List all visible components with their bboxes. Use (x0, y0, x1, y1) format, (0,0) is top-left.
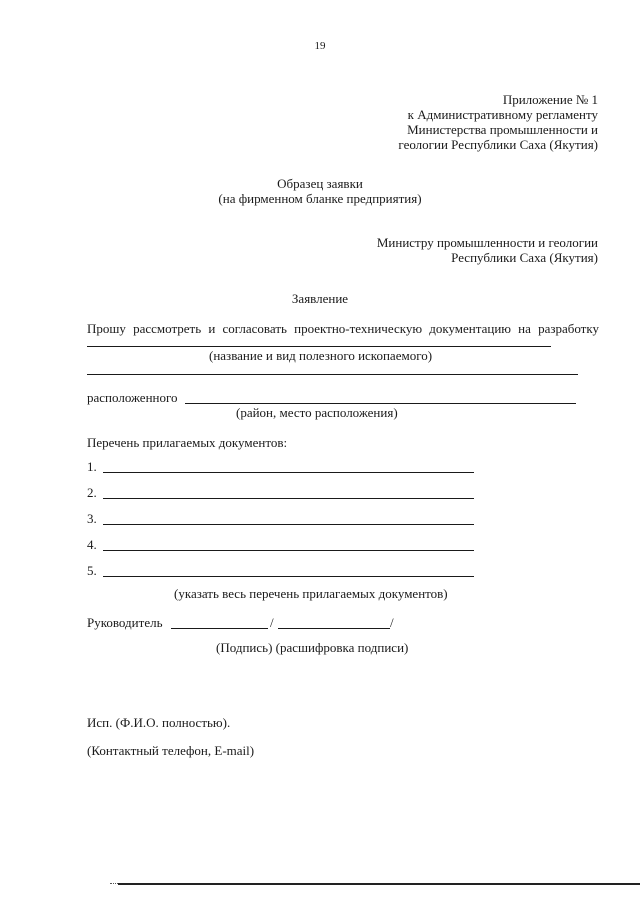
list-item-number: 3. (87, 511, 97, 526)
signature-hint: (Подпись) (расшифровка подписи) (216, 640, 409, 655)
mineral-blank-line (87, 346, 551, 347)
located-label: расположенного (87, 390, 178, 405)
bottom-rule (118, 883, 640, 885)
signature-slash-2: / (390, 615, 394, 630)
location-blank-line (185, 403, 576, 404)
list-item-blank (103, 524, 474, 525)
appendix-line-2: к Административному регламенту (407, 107, 598, 122)
list-item-number: 5. (87, 563, 97, 578)
list-item-blank (103, 576, 474, 577)
list-item-number: 1. (87, 459, 97, 474)
addressee-line-2: Республики Саха (Якутия) (451, 250, 598, 265)
mineral-continuation-line (87, 374, 578, 375)
document-heading: Заявление (291, 291, 349, 306)
contact-line: (Контактный телефон, E-mail) (87, 743, 255, 758)
appendix-line-3: Министерства промышленности и (407, 122, 598, 137)
sample-subtitle: (на фирменном бланке предприятия) (218, 191, 422, 206)
signature-blank-line (171, 628, 268, 629)
list-item-number: 2. (87, 485, 97, 500)
page-number: 19 (314, 40, 326, 52)
documents-heading: Перечень прилагаемых документов: (87, 435, 288, 450)
executor-line: Исп. (Ф.И.О. полностью). (87, 715, 231, 730)
list-item-blank (103, 550, 474, 551)
documents-hint: (указать весь перечень прилагаемых документов) (174, 586, 448, 601)
location-hint: (район, место расположения) (236, 405, 398, 420)
list-item-blank (103, 472, 474, 473)
signature-label: Руководитель (87, 615, 163, 630)
appendix-line-4: геологии Республики Саха (Якутия) (398, 137, 598, 152)
list-item-blank (103, 498, 474, 499)
signature-slash-1: / (270, 615, 274, 630)
list-item-number: 4. (87, 537, 97, 552)
mineral-hint: (название и вид полезного ископаемого) (209, 348, 433, 363)
request-text: Прошу рассмотреть и согласовать проектно-техническую документацию на разработку (87, 321, 599, 336)
appendix-line-1: Приложение № 1 (502, 92, 598, 107)
sample-title: Образец заявки (277, 176, 363, 191)
signature-decoding-line (278, 628, 390, 629)
addressee-line-1: Министру промышленности и геологии (376, 235, 598, 250)
